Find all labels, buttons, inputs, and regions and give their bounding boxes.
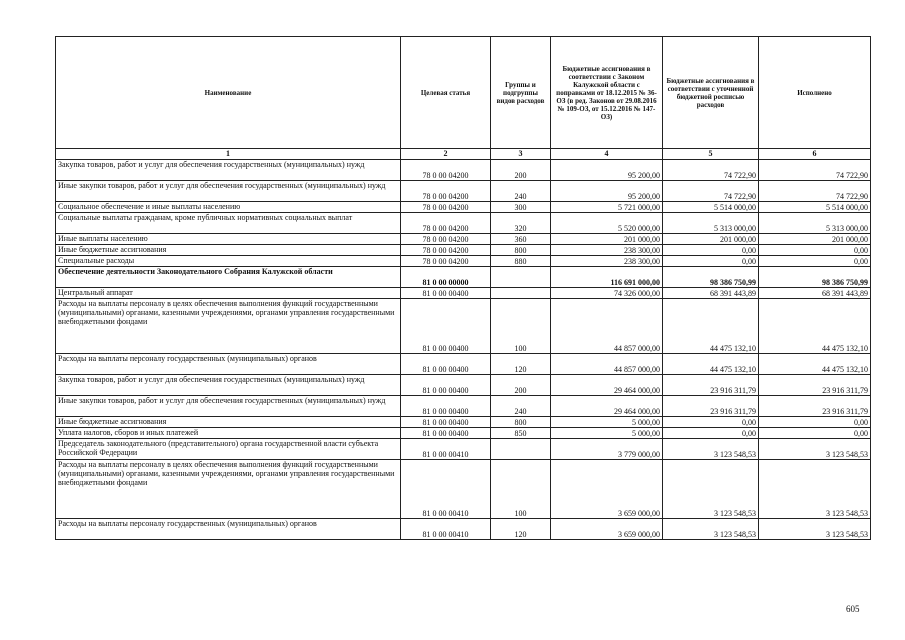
table-row [56,160,871,181]
row-executed-amount: 74 722,90 [759,181,871,202]
row-target-article: 78 0 00 04200 [401,202,491,213]
row-law-amount: 44 857 000,00 [551,299,663,354]
row-refined-amount: 201 000,00 [663,234,759,245]
row-target-article: 81 0 00 00000 [401,267,491,288]
row-name: Иные бюджетные ассигнования [56,417,401,428]
header-target-article: Целевая статья [401,37,491,149]
row-law-amount: 3 659 000,00 [551,460,663,519]
row-executed-amount: 44 475 132,10 [759,354,871,375]
header-refined-allocations: Бюджетные ассигнования в соответствии с уточненной бюджетной росписью расходов [663,37,759,149]
row-name: Иные закупки товаров, работ и услуг для обеспечения государственных (муниципальных) нужд [56,396,401,417]
row-executed-amount: 0,00 [759,245,871,256]
row-refined-amount: 3 123 548,53 [663,439,759,460]
row-law-amount: 238 300,00 [551,245,663,256]
row-name: Закупка товаров, работ и услуг для обеспечения государственных (муниципальных) нужд [56,375,401,396]
row-target-article: 78 0 00 04200 [401,160,491,181]
row-expense-group: 800 [491,417,551,428]
row-law-amount: 116 691 000,00 [551,267,663,288]
row-expense-group: 100 [491,460,551,519]
row-expense-group: 120 [491,519,551,540]
column-number: 2 [401,149,491,160]
column-number: 6 [759,149,871,160]
row-target-article: 81 0 00 00400 [401,417,491,428]
row-law-amount: 29 464 000,00 [551,396,663,417]
row-name: Иные бюджетные ассигнования [56,245,401,256]
row-name: Закупка товаров, работ и услуг для обеспечения государственных (муниципальных) нужд [56,160,401,181]
row-name: Расходы на выплаты персоналу государственных (муниципальных) органов [56,354,401,375]
row-expense-group: 100 [491,299,551,354]
row-expense-group: 880 [491,256,551,267]
row-law-amount: 5 520 000,00 [551,213,663,234]
row-target-article: 78 0 00 04200 [401,213,491,234]
table-row [56,299,871,354]
table-row [56,288,871,299]
table-row [56,234,871,245]
row-refined-amount: 23 916 311,79 [663,396,759,417]
row-refined-amount: 0,00 [663,428,759,439]
row-refined-amount: 98 386 750,99 [663,267,759,288]
row-executed-amount: 68 391 443,89 [759,288,871,299]
row-name: Расходы на выплаты персоналу государственных (муниципальных) органов [56,519,401,540]
row-expense-group: 240 [491,181,551,202]
row-law-amount: 238 300,00 [551,256,663,267]
row-executed-amount: 3 123 548,53 [759,439,871,460]
row-target-article: 81 0 00 00410 [401,460,491,519]
header-executed: Исполнено [759,37,871,149]
row-refined-amount: 3 123 548,53 [663,460,759,519]
column-number: 3 [491,149,551,160]
row-executed-amount: 3 123 548,53 [759,519,871,540]
table-row [56,428,871,439]
row-law-amount: 5 000,00 [551,428,663,439]
table-row [56,460,871,519]
row-expense-group: 200 [491,375,551,396]
table-row [56,417,871,428]
row-refined-amount: 44 475 132,10 [663,354,759,375]
table-row [56,439,871,460]
row-name: Центральный аппарат [56,288,401,299]
table-row [56,267,871,288]
row-executed-amount: 23 916 311,79 [759,396,871,417]
row-name: Уплата налогов, сборов и иных платежей [56,428,401,439]
row-target-article: 81 0 00 00410 [401,519,491,540]
budget-report-sheet [55,36,870,540]
row-refined-amount: 0,00 [663,256,759,267]
row-name: Иные закупки товаров, работ и услуг для обеспечения государственных (муниципальных) нужд [56,181,401,202]
row-executed-amount: 44 475 132,10 [759,299,871,354]
row-law-amount: 201 000,00 [551,234,663,245]
row-target-article: 81 0 00 00400 [401,354,491,375]
row-expense-group [491,288,551,299]
row-law-amount: 95 200,00 [551,160,663,181]
row-refined-amount: 5 514 000,00 [663,202,759,213]
row-name: Иные выплаты населению [56,234,401,245]
table-row [56,181,871,202]
page-number: 605 [846,604,860,614]
table-row [56,519,871,540]
table-row [56,354,871,375]
table-row [56,396,871,417]
row-law-amount: 3 779 000,00 [551,439,663,460]
table-row [56,202,871,213]
header-expense-groups: Группы и подгруппы видов расходов [491,37,551,149]
row-name: Социальные выплаты гражданам, кроме публичных нормативных социальных выплат [56,213,401,234]
row-refined-amount: 23 916 311,79 [663,375,759,396]
row-target-article: 78 0 00 04200 [401,245,491,256]
table-row [56,256,871,267]
row-law-amount: 74 326 000,00 [551,288,663,299]
row-expense-group: 200 [491,160,551,181]
budget-table [55,36,871,540]
row-law-amount: 29 464 000,00 [551,375,663,396]
row-expense-group [491,267,551,288]
column-number: 5 [663,149,759,160]
row-target-article: 78 0 00 04200 [401,234,491,245]
header-law-allocations: Бюджетные ассигнования в соответствии с Законом Калужской области с поправками от 18.12.2015 № 36-ОЗ (в ред. Законов от 29.08.2016 № 109-ОЗ, от 15.12.2016 № 147-ОЗ) [551,37,663,149]
table-body [56,160,871,540]
row-expense-group: 120 [491,354,551,375]
row-executed-amount: 23 916 311,79 [759,375,871,396]
row-executed-amount: 3 123 548,53 [759,460,871,519]
row-name: Расходы на выплаты персоналу в целях обеспечения выполнения функций государственными (муниципальными) органами, казенными учреждениями, органами управления государственными внебюджетными фондами [56,299,401,354]
row-expense-group: 240 [491,396,551,417]
row-name: Обеспечение деятельности Законодательного Собрания Калужской области [56,267,401,288]
row-refined-amount: 3 123 548,53 [663,519,759,540]
row-law-amount: 95 200,00 [551,181,663,202]
column-number: 4 [551,149,663,160]
row-executed-amount: 5 313 000,00 [759,213,871,234]
row-expense-group: 800 [491,245,551,256]
row-expense-group: 320 [491,213,551,234]
row-law-amount: 44 857 000,00 [551,354,663,375]
row-refined-amount: 74 722,90 [663,160,759,181]
row-target-article: 78 0 00 04200 [401,181,491,202]
row-name: Специальные расходы [56,256,401,267]
table-row [56,375,871,396]
row-refined-amount: 68 391 443,89 [663,288,759,299]
row-refined-amount: 74 722,90 [663,181,759,202]
row-executed-amount: 74 722,90 [759,160,871,181]
row-executed-amount: 0,00 [759,256,871,267]
row-expense-group: 850 [491,428,551,439]
row-executed-amount: 0,00 [759,428,871,439]
column-number: 1 [56,149,401,160]
row-executed-amount: 0,00 [759,417,871,428]
row-expense-group: 300 [491,202,551,213]
row-executed-amount: 5 514 000,00 [759,202,871,213]
header-name: Наименование [56,37,401,149]
row-target-article: 81 0 00 00410 [401,439,491,460]
header-row [56,37,871,149]
row-name: Председатель законодательного (представительного) органа государственной власти субъекта Российской Федерации [56,439,401,460]
row-executed-amount: 201 000,00 [759,234,871,245]
row-law-amount: 5 721 000,00 [551,202,663,213]
row-executed-amount: 98 386 750,99 [759,267,871,288]
row-law-amount: 5 000,00 [551,417,663,428]
row-refined-amount: 0,00 [663,245,759,256]
row-target-article: 81 0 00 00400 [401,396,491,417]
row-target-article: 81 0 00 00400 [401,428,491,439]
column-number-row [56,149,871,160]
row-target-article: 78 0 00 04200 [401,256,491,267]
row-expense-group [491,439,551,460]
row-refined-amount: 0,00 [663,417,759,428]
row-name: Социальное обеспечение и иные выплаты населению [56,202,401,213]
table-row [56,245,871,256]
row-law-amount: 3 659 000,00 [551,519,663,540]
row-target-article: 81 0 00 00400 [401,299,491,354]
row-refined-amount: 5 313 000,00 [663,213,759,234]
row-target-article: 81 0 00 00400 [401,288,491,299]
row-expense-group: 360 [491,234,551,245]
row-name: Расходы на выплаты персоналу в целях обеспечения выполнения функций государственными (муниципальными) органами, казенными учреждениями, органами управления государственными внебюджетными фондами [56,460,401,519]
table-row [56,213,871,234]
row-refined-amount: 44 475 132,10 [663,299,759,354]
row-target-article: 81 0 00 00400 [401,375,491,396]
